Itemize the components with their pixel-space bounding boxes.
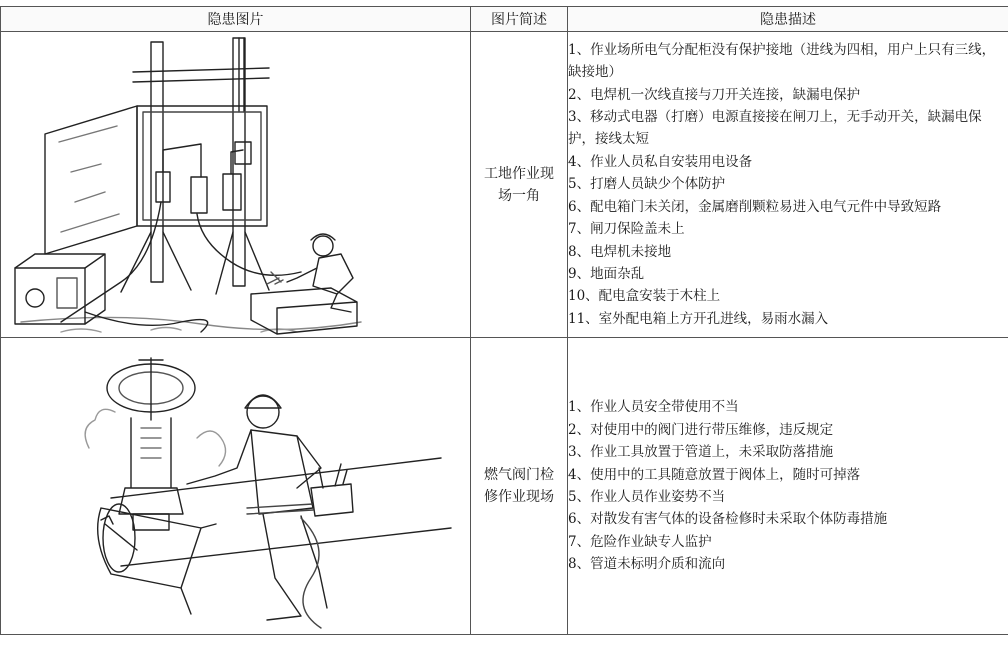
description-cell-gas-valve (568, 338, 1008, 635)
header-brief: 图片简述 (471, 7, 568, 32)
hazard-item: 3、作业工具放置于管道上，未采取防落措施 (568, 444, 834, 461)
header-image: 隐患图片 (1, 7, 471, 32)
hazard-item: 2、对使用中的阀门进行带压维修，违反规定 (568, 421, 834, 438)
hazard-item: 11、室外配电箱上方开孔进线，易雨水漏入 (568, 310, 829, 327)
brief-cell-gas-valve (471, 338, 568, 635)
hazard-item: 5、作业人员作业姿势不当 (568, 489, 726, 505)
brief-line: 工地作业现 (484, 165, 554, 182)
header-description: 隐患描述 (568, 7, 1008, 32)
hazard-item: 8、电焊机未接地 (568, 243, 672, 260)
hazard-item: 5、打磨人员缺少个体防护 (568, 176, 726, 193)
hazard-item: 8、管道未标明介质和流向 (568, 556, 726, 573)
brief-line: 燃气阀门检 (484, 467, 554, 483)
brief-line: 修作业现场 (484, 489, 554, 505)
hazard-item: 7、危险作业缺专人监护 (568, 533, 712, 550)
hazard-item: 9、地面杂乱 (568, 265, 645, 282)
image-cell-worksite (1, 32, 471, 338)
table-row (1, 338, 1008, 635)
hazard-item: 1、作业人员安全带使用不当 (568, 399, 739, 416)
description-cell-worksite (568, 32, 1008, 338)
hazard-item: 4、使用中的工具随意放置于阀体上，随时可掉落 (568, 466, 861, 483)
brief-cell-worksite (471, 32, 568, 338)
table-row (1, 32, 1008, 338)
brief-line: 场一角 (498, 187, 540, 204)
gas-valve-illustration (1, 338, 471, 634)
hazard-item: 10、配电盒安装于木柱上 (568, 288, 721, 305)
hazard-item: 2、电焊机一次线直接与刀开关连接，缺漏电保护 (568, 86, 861, 103)
hazard-item: 7、闸刀保险盖未上 (568, 221, 685, 238)
hazard-item: 3、移动式电器（打磨）电源直接接在闸刀上，无手动开关，缺漏电保护，接线太短 (568, 109, 982, 148)
header-row (1, 7, 1008, 32)
hazard-item: 6、配电箱门未关闭，金属磨削颗粒易进入电气元件中导致短路 (568, 198, 942, 215)
hazard-item: 6、对散发有害气体的设备检修时未采取个体防毒措施 (568, 511, 888, 528)
image-cell-gas-valve (1, 338, 471, 635)
hazard-item: 1、作业场所电气分配柜没有保护接地（进线为四相，用户上只有三线，缺接地） (568, 41, 996, 81)
hazard-item: 4、作业人员私自安装用电设备 (568, 153, 753, 170)
hazard-table (0, 6, 1008, 635)
worksite-illustration (1, 32, 471, 337)
